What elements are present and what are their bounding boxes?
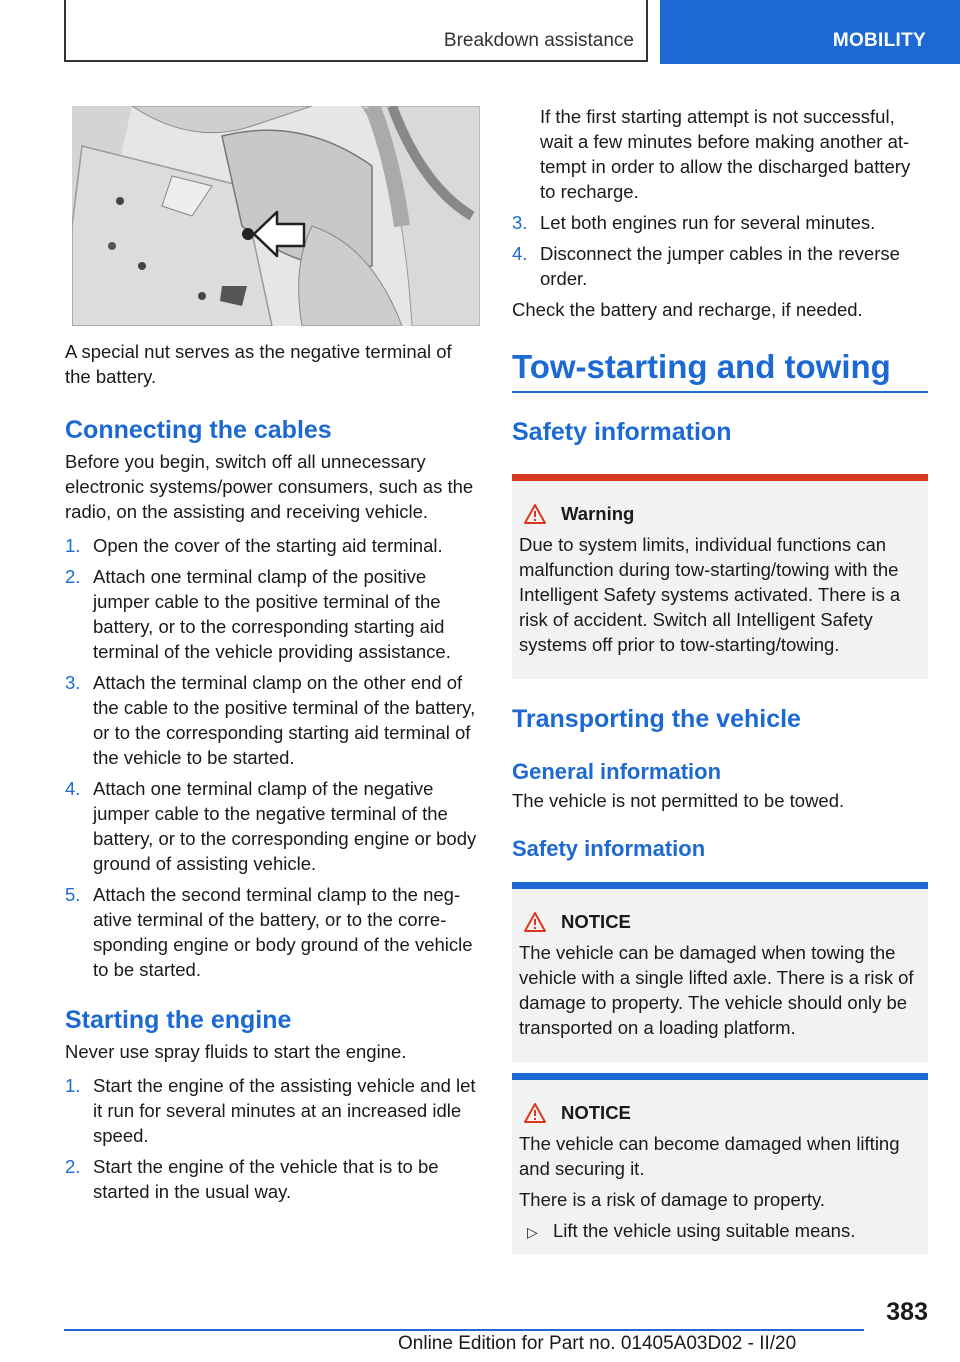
list-item: 3. Let both engines run for several minutes.: [512, 212, 876, 233]
connecting-cables-intro: Before you begin, switch off all unnecessary electronic systems/power consumers, such as the radio, on the assisting and receiving vehicle.: [65, 451, 474, 522]
list-item: 2. Start the engine of the vehicle that is to be started in the usual way.: [65, 1156, 439, 1202]
warning-triangle-icon: [523, 503, 547, 525]
photo-caption: A special nut serves as the negative terminal of the battery.: [65, 341, 452, 387]
notice-text-2: There is a risk of damage to property.: [519, 1189, 826, 1210]
notice-bullet-item: ▷ Lift the vehicle using suitable means.: [519, 1218, 921, 1245]
header-chapter-tab: [660, 0, 960, 64]
footer-edition-text: Online Edition for Part no. 01405A03D02 - II/20: [398, 1333, 797, 1354]
footer-rule: [64, 1329, 864, 1331]
warning-triangle-icon: [523, 1102, 547, 1124]
list-item: 3. Attach the terminal clamp on the other end of the cable to the positive terminal of the battery, or to the corresponding starting aid terminal of the vehicle to be started.: [65, 672, 476, 768]
starting-steps-list: [65, 1073, 480, 1204]
warning-triangle-icon: [523, 911, 547, 933]
connecting-steps-list: [65, 533, 480, 982]
right-column: [512, 104, 928, 447]
warning-text: Due to system limits, individual functions can malfunction during tow-starting/towing with the Intelligent Safety systems activated. There is a risk of accident. Switch all Intelligent Safety systems off prior to tow-starting/towing.: [519, 534, 901, 655]
page-number: 383: [886, 1298, 928, 1326]
list-item: 5. Attach the second terminal clamp to the negative terminal of the battery, or to the corresponding engine or body ground of the vehicle to be started.: [65, 884, 473, 980]
notice-title: NOTICE: [561, 911, 631, 932]
left-column: [65, 339, 480, 1204]
tow-starting-heading: Tow-starting and towing: [512, 348, 891, 385]
notice-box-lifting: [512, 1073, 928, 1254]
continued-step-text: If the first starting attempt is not successful, wait a few minutes before making another attempt in order to allow the discharged battery to recharge.: [540, 106, 911, 202]
right-steps-list: [512, 210, 928, 291]
notice-title: NOTICE: [561, 1102, 631, 1123]
heading-rule: [512, 391, 928, 393]
list-item: 1. Start the engine of the assisting vehicle and let it run for several minutes at an increased idle speed.: [65, 1075, 476, 1146]
warning-title: Warning: [561, 503, 635, 524]
notice-title-row: [519, 1100, 921, 1125]
list-item: 4. Disconnect the jumper cables in the reverse order.: [512, 243, 900, 289]
general-information-heading: General information: [512, 759, 722, 784]
header-chapter-title: MOBILITY: [832, 30, 926, 51]
list-item: 1. Open the cover of the starting aid terminal.: [65, 535, 443, 556]
transport-section: [512, 704, 928, 863]
transporting-vehicle-heading: Transporting the vehicle: [512, 705, 801, 733]
header-section-tab: [64, 0, 648, 62]
warning-box: [512, 474, 928, 679]
list-item: 2. Attach one terminal clamp of the positive jumper cable to the positive terminal of the battery, or to the corresponding starting aid terminal of the vehicle providing assistance.: [65, 566, 451, 662]
warning-title-row: [519, 501, 921, 526]
engine-bay-photo: [72, 106, 480, 326]
notice-box-damage-towing: [512, 882, 928, 1062]
safety-information-heading: Safety information: [512, 418, 732, 446]
header-section-title: Breakdown assistance: [443, 30, 634, 51]
notice-text-1: The vehicle can become damaged when lifting and securing it.: [519, 1133, 900, 1179]
safety-information-subheading: Safety information: [512, 836, 706, 861]
starting-engine-heading: Starting the engine: [65, 1006, 292, 1034]
list-item: 4. Attach one terminal clamp of the negative jumper cable to the negative terminal of the battery, or to the corresponding engine or body ground of assisting vehicle.: [65, 778, 477, 874]
connecting-cables-heading: Connecting the cables: [65, 416, 332, 444]
check-battery-text: Check the battery and recharge, if needed.: [512, 299, 863, 320]
notice-title-row: [519, 909, 921, 934]
notice-text: The vehicle can be damaged when towing the vehicle with a single lifted axle. There is a risk of damage to property. The vehicle should only be transported on a loading platform.: [519, 942, 914, 1038]
general-information-text: The vehicle is not permitted to be towed.: [512, 790, 845, 811]
starting-engine-intro: Never use spray fluids to start the engine.: [65, 1041, 407, 1062]
bullet-triangle-icon: ▷: [527, 1224, 538, 1240]
